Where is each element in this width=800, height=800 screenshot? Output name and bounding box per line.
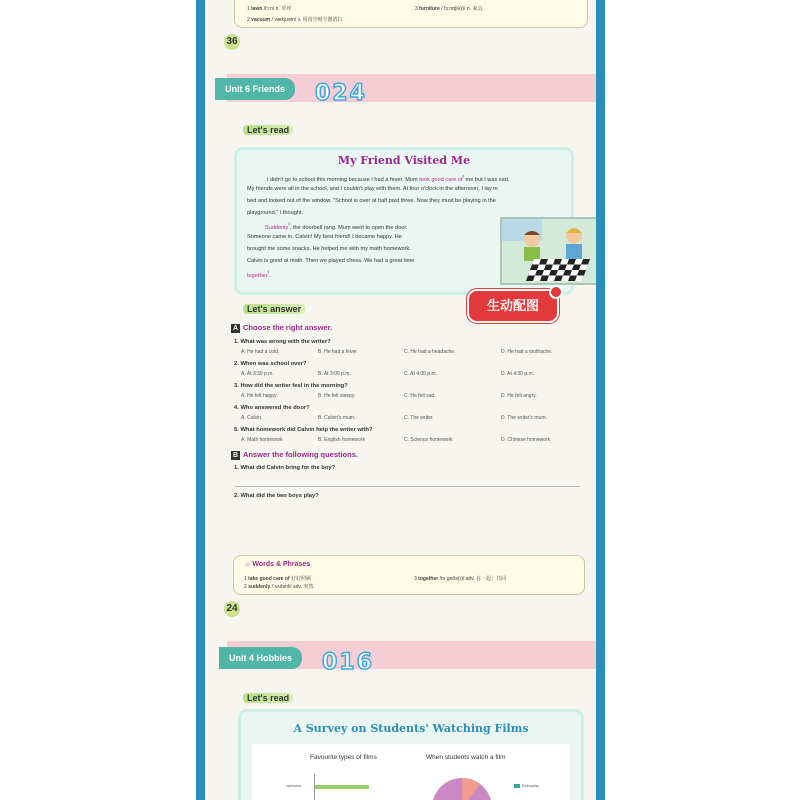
vivid-illustration-badge: 生动配图 [467,289,559,323]
option-a3-c[interactable]: C. He felt sad. [404,393,436,399]
pie-chart [428,768,508,800]
passage-line-1: I didn't go to school this morning because I had a fever. Mum took good care $of^{^1}$ me but I was sad. [267,174,510,183]
page-number-24: 24 [224,601,240,617]
lets-read-label-2: Let's read [243,693,293,703]
passage-line-7: brought me some snacks. He helped me with my math homework. [247,246,411,252]
option-a4-c[interactable]: C. The writer. [404,415,434,421]
top-words-box [234,0,588,28]
survey-box [241,712,581,800]
option-a4-b[interactable]: B. Calvin's mum. [318,415,356,421]
option-a5-b[interactable]: B. English homework [318,437,365,443]
page-number: 36 [224,34,240,50]
chess-illustration [500,217,596,285]
legend-label: Everyday [522,783,539,788]
legend-swatch [514,784,520,788]
top-word-3: 3 furniture /ˈfɜːnɪtʃə(r)/ n. 家具 [415,6,483,12]
option-a2-a[interactable]: A. At 3:30 p.m. [241,371,274,377]
option-a4-a[interactable]: A. Calvin. [241,415,263,421]
book-page-column [205,0,596,800]
phrase-2: 2 suddenly /ˈsʌdənli/ adv. 突然 [244,584,314,590]
passage-line-9: together$^{^3}$. [247,270,271,279]
passage-line-2: My friends were all in the school, and I couldn't play with them. At four o'clock in the afternoon, I lay in [247,186,498,192]
option-a2-c[interactable]: C. At 4:00 p.m. [404,371,438,377]
option-a3-b[interactable]: B. He felt sleepy. [318,393,356,399]
lets-answer-label: Let's answer [243,304,305,314]
sun-icon: ☼ [244,561,251,568]
pie-value-label: 15% [454,774,465,780]
top-word-2: 2 vacuum /ˈvækjuəm/ v. 用真空吸尘器清扫 [247,17,343,23]
option-a1-a[interactable]: A. He had a cold. [241,349,280,355]
unit6-code: 024 [315,81,367,106]
option-a5-d[interactable]: D. Chinese homework [501,437,551,443]
badge-dot-icon [549,285,563,299]
passage-line-8: Calvin is good at math. Then we played chess. We had a great time [247,258,415,264]
chart1-title: Favourite types of films [310,754,377,761]
phrase-1: 1 take good care of 好好照顾 [244,576,311,582]
section-a-instruction: A Choose the right answer. [232,323,333,332]
lets-read-label: Let's read [243,125,293,135]
section-b-instruction: B Answer the following questions. [232,450,359,459]
option-a1-c[interactable]: C. He had a headache. [404,349,456,355]
survey-charts-panel [252,744,570,800]
bar-label-cartoons: cartoons [286,783,302,788]
section-a-letter: A [232,325,239,332]
unit4-tab: Unit 4 Hobbies [219,647,302,669]
unit4-code: 016 [322,650,374,675]
bar-cartoons [314,785,369,789]
passage-title: My Friend Visited Me [337,154,471,167]
question-b2: 2. What did the two boys play? [234,493,319,499]
phrase-3: 3 together /təˈɡeðə(r)/ adv. 在一起；共同 [414,576,507,582]
passage-line-4: playground." I thought. [247,210,304,216]
option-a4-d[interactable]: D. The writer's mum. [501,415,547,421]
option-a3-d[interactable]: D. He felt angry. [501,393,537,399]
question-a5: 5. What homework did Calvin help the writer with? [234,427,373,433]
right-page-edge [596,0,605,800]
option-a1-d[interactable]: D. He had a toothache. [501,349,553,355]
option-a2-d[interactable]: D. At 4:30 p.m. [501,371,535,377]
bar-axis [314,774,315,800]
survey-title: A Survey on Students' Watching Films [293,722,529,735]
boys-playing-chess-icon [502,219,596,283]
option-a5-a[interactable]: A. Math homework [241,437,283,443]
unit6-tab: Unit 6 Friends [215,78,295,100]
top-word-1: 1 lawn /lɔːn/ n. 草坪 [247,6,292,12]
question-a4: 4. Who answered the door? [234,405,310,411]
question-a1: 1. What was wrong with the writer? [234,339,331,345]
words-phrases-title: ☼ Words & Phrases [244,561,311,568]
passage-line-5: Suddenly$^{^2}$, the doorbell rang. Mum went to open the door. [265,222,408,231]
option-a1-b[interactable]: B. He had a fever. [318,349,359,355]
reading-passage-box [237,150,571,292]
passage-line-3: bed and looked out of the window. "School is over at half past three. Now they must be playing in the [247,198,496,204]
question-a2: 2. When was school over? [234,361,307,367]
option-a3-a[interactable]: A. He felt happy. [241,393,278,399]
option-a5-c[interactable]: C. Science homework [404,437,453,443]
words-phrases-box [233,555,585,595]
option-a2-b[interactable]: B. At 3:00 p.m. [318,371,351,377]
left-page-edge [196,0,205,800]
question-a3: 3. How did the writer feel in the morning? [234,383,348,389]
answer-line-b1[interactable] [235,486,580,487]
passage-line-6: Someone came in. Calvin! My best friend! I became happy. He [247,234,402,240]
chart2-title: When students watch a film [426,754,506,761]
section-b-letter: B [232,452,239,459]
question-b1: 1. What did Calvin bring for the boy? [234,465,336,471]
